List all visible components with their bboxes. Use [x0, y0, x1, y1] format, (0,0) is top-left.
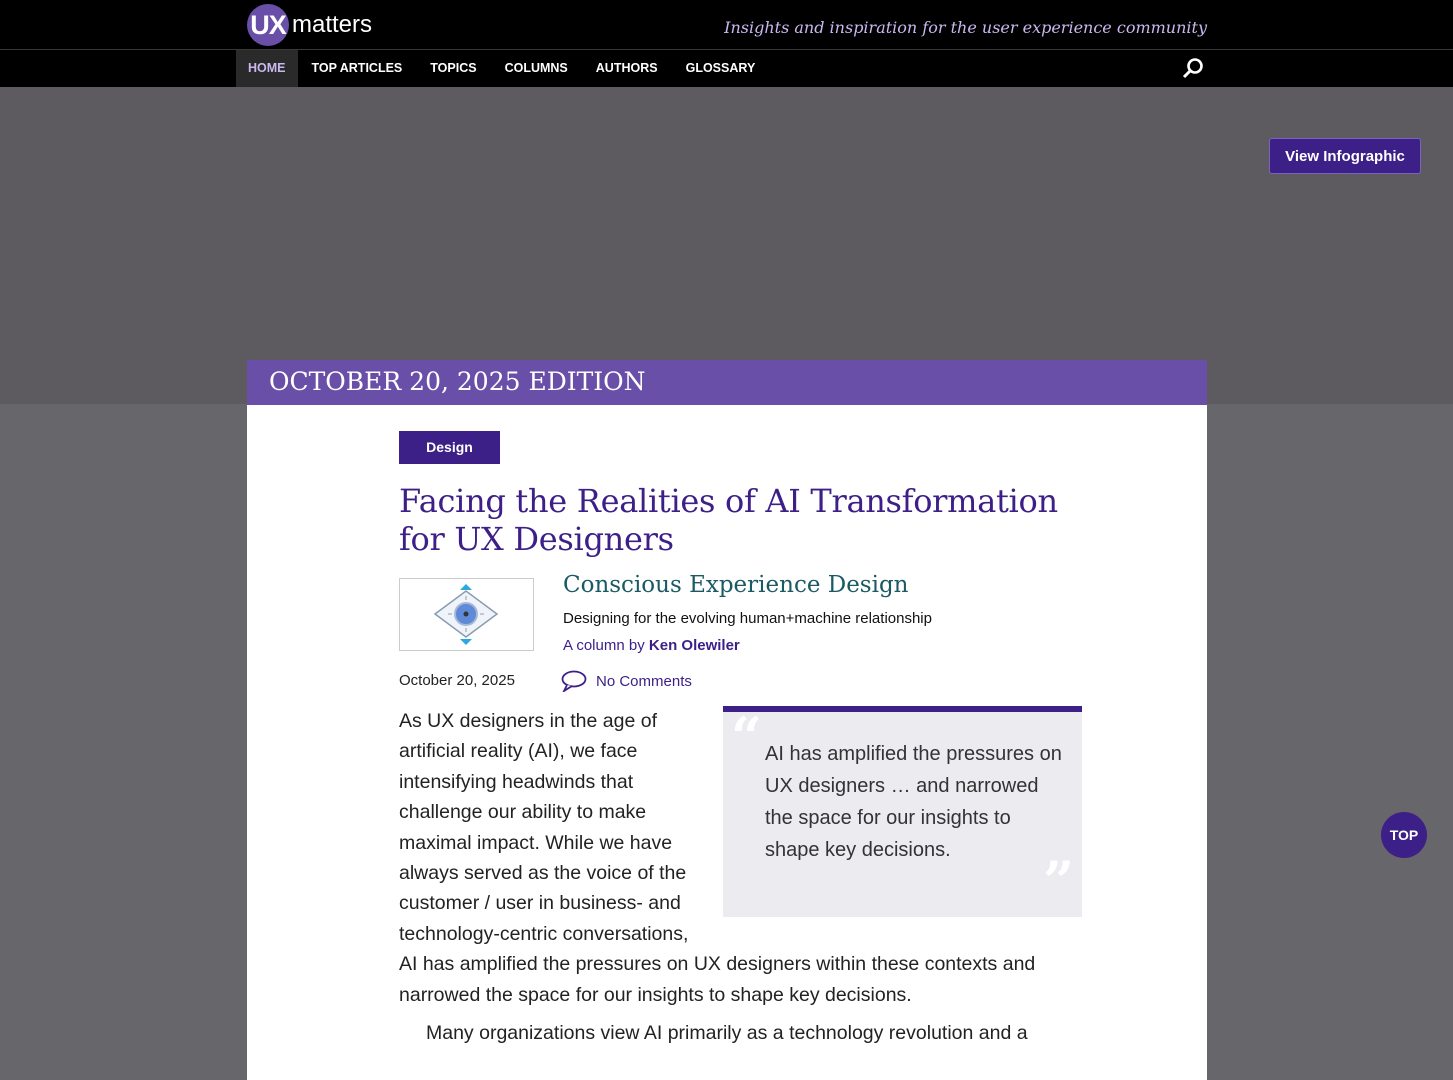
comments-count: No Comments	[596, 672, 692, 690]
open-quote-icon: “	[731, 705, 763, 769]
paragraph-2: Many organizations view AI primarily as a technology revolution and a	[426, 1022, 1028, 1045]
nav-glossary[interactable]: GLOSSARY	[685, 61, 756, 75]
banner-area	[0, 87, 1453, 404]
comment-bubble-icon	[561, 670, 587, 692]
eye-icon	[400, 579, 533, 650]
author-link[interactable]: Ken Olewiler	[648, 637, 740, 654]
column-title[interactable]: Conscious Experience Design	[563, 572, 909, 598]
site-logo[interactable]	[247, 4, 372, 46]
article-date: October 20, 2025	[399, 672, 515, 689]
article-title[interactable]: Facing the Realities of AI Transformation for UX Designers	[399, 482, 1058, 558]
comments-link[interactable]	[561, 670, 692, 692]
logo-ux: UX	[247, 4, 289, 46]
view-infographic-button[interactable]: View Infographic	[1269, 138, 1421, 174]
site-header	[0, 0, 1453, 50]
nav-top-articles[interactable]: TOP ARTICLES	[311, 61, 403, 75]
nav-home[interactable]: HOME	[236, 50, 298, 87]
column-thumbnail[interactable]	[399, 578, 534, 651]
article-container	[247, 405, 1207, 1080]
pull-quote	[723, 706, 1082, 917]
nav-authors[interactable]: AUTHORS	[595, 61, 658, 75]
column-description: Designing for the evolving human+machine relationship	[563, 610, 932, 627]
tagline: Insights and inspiration for the user experience community	[724, 18, 1207, 37]
main-nav	[0, 50, 1453, 87]
column-info	[399, 572, 1082, 708]
byline-prefix: A column by	[563, 637, 645, 654]
article-body	[399, 706, 1082, 1048]
edition-heading: OCTOBER 20, 2025 EDITION	[247, 360, 1207, 405]
pull-quote-text: AI has amplified the pressures on UX designers … and narrowed the space for our insights to shape key decisions.	[765, 743, 1062, 861]
search-icon[interactable]	[1182, 57, 1204, 79]
nav-columns[interactable]: COLUMNS	[504, 61, 568, 75]
close-quote-icon: ”	[1042, 849, 1074, 913]
logo-matters: matters	[292, 11, 373, 38]
paragraph-1: As UX designers in the age of artificial reality (AI), we face intensifying headwinds that challenge our ability to make maximal impact. While we have always served as the voice of the customer / user in business- and technology-centric conversations, AI has amplified the pressures on UX designers within these contexts and narrowed the space for our insights to shape key decisions.	[399, 710, 1036, 1006]
back-to-top-button[interactable]: TOP	[1381, 812, 1427, 858]
column-byline	[563, 637, 740, 654]
category-tag[interactable]: Design	[399, 431, 500, 464]
nav-topics[interactable]: TOPICS	[430, 61, 477, 75]
